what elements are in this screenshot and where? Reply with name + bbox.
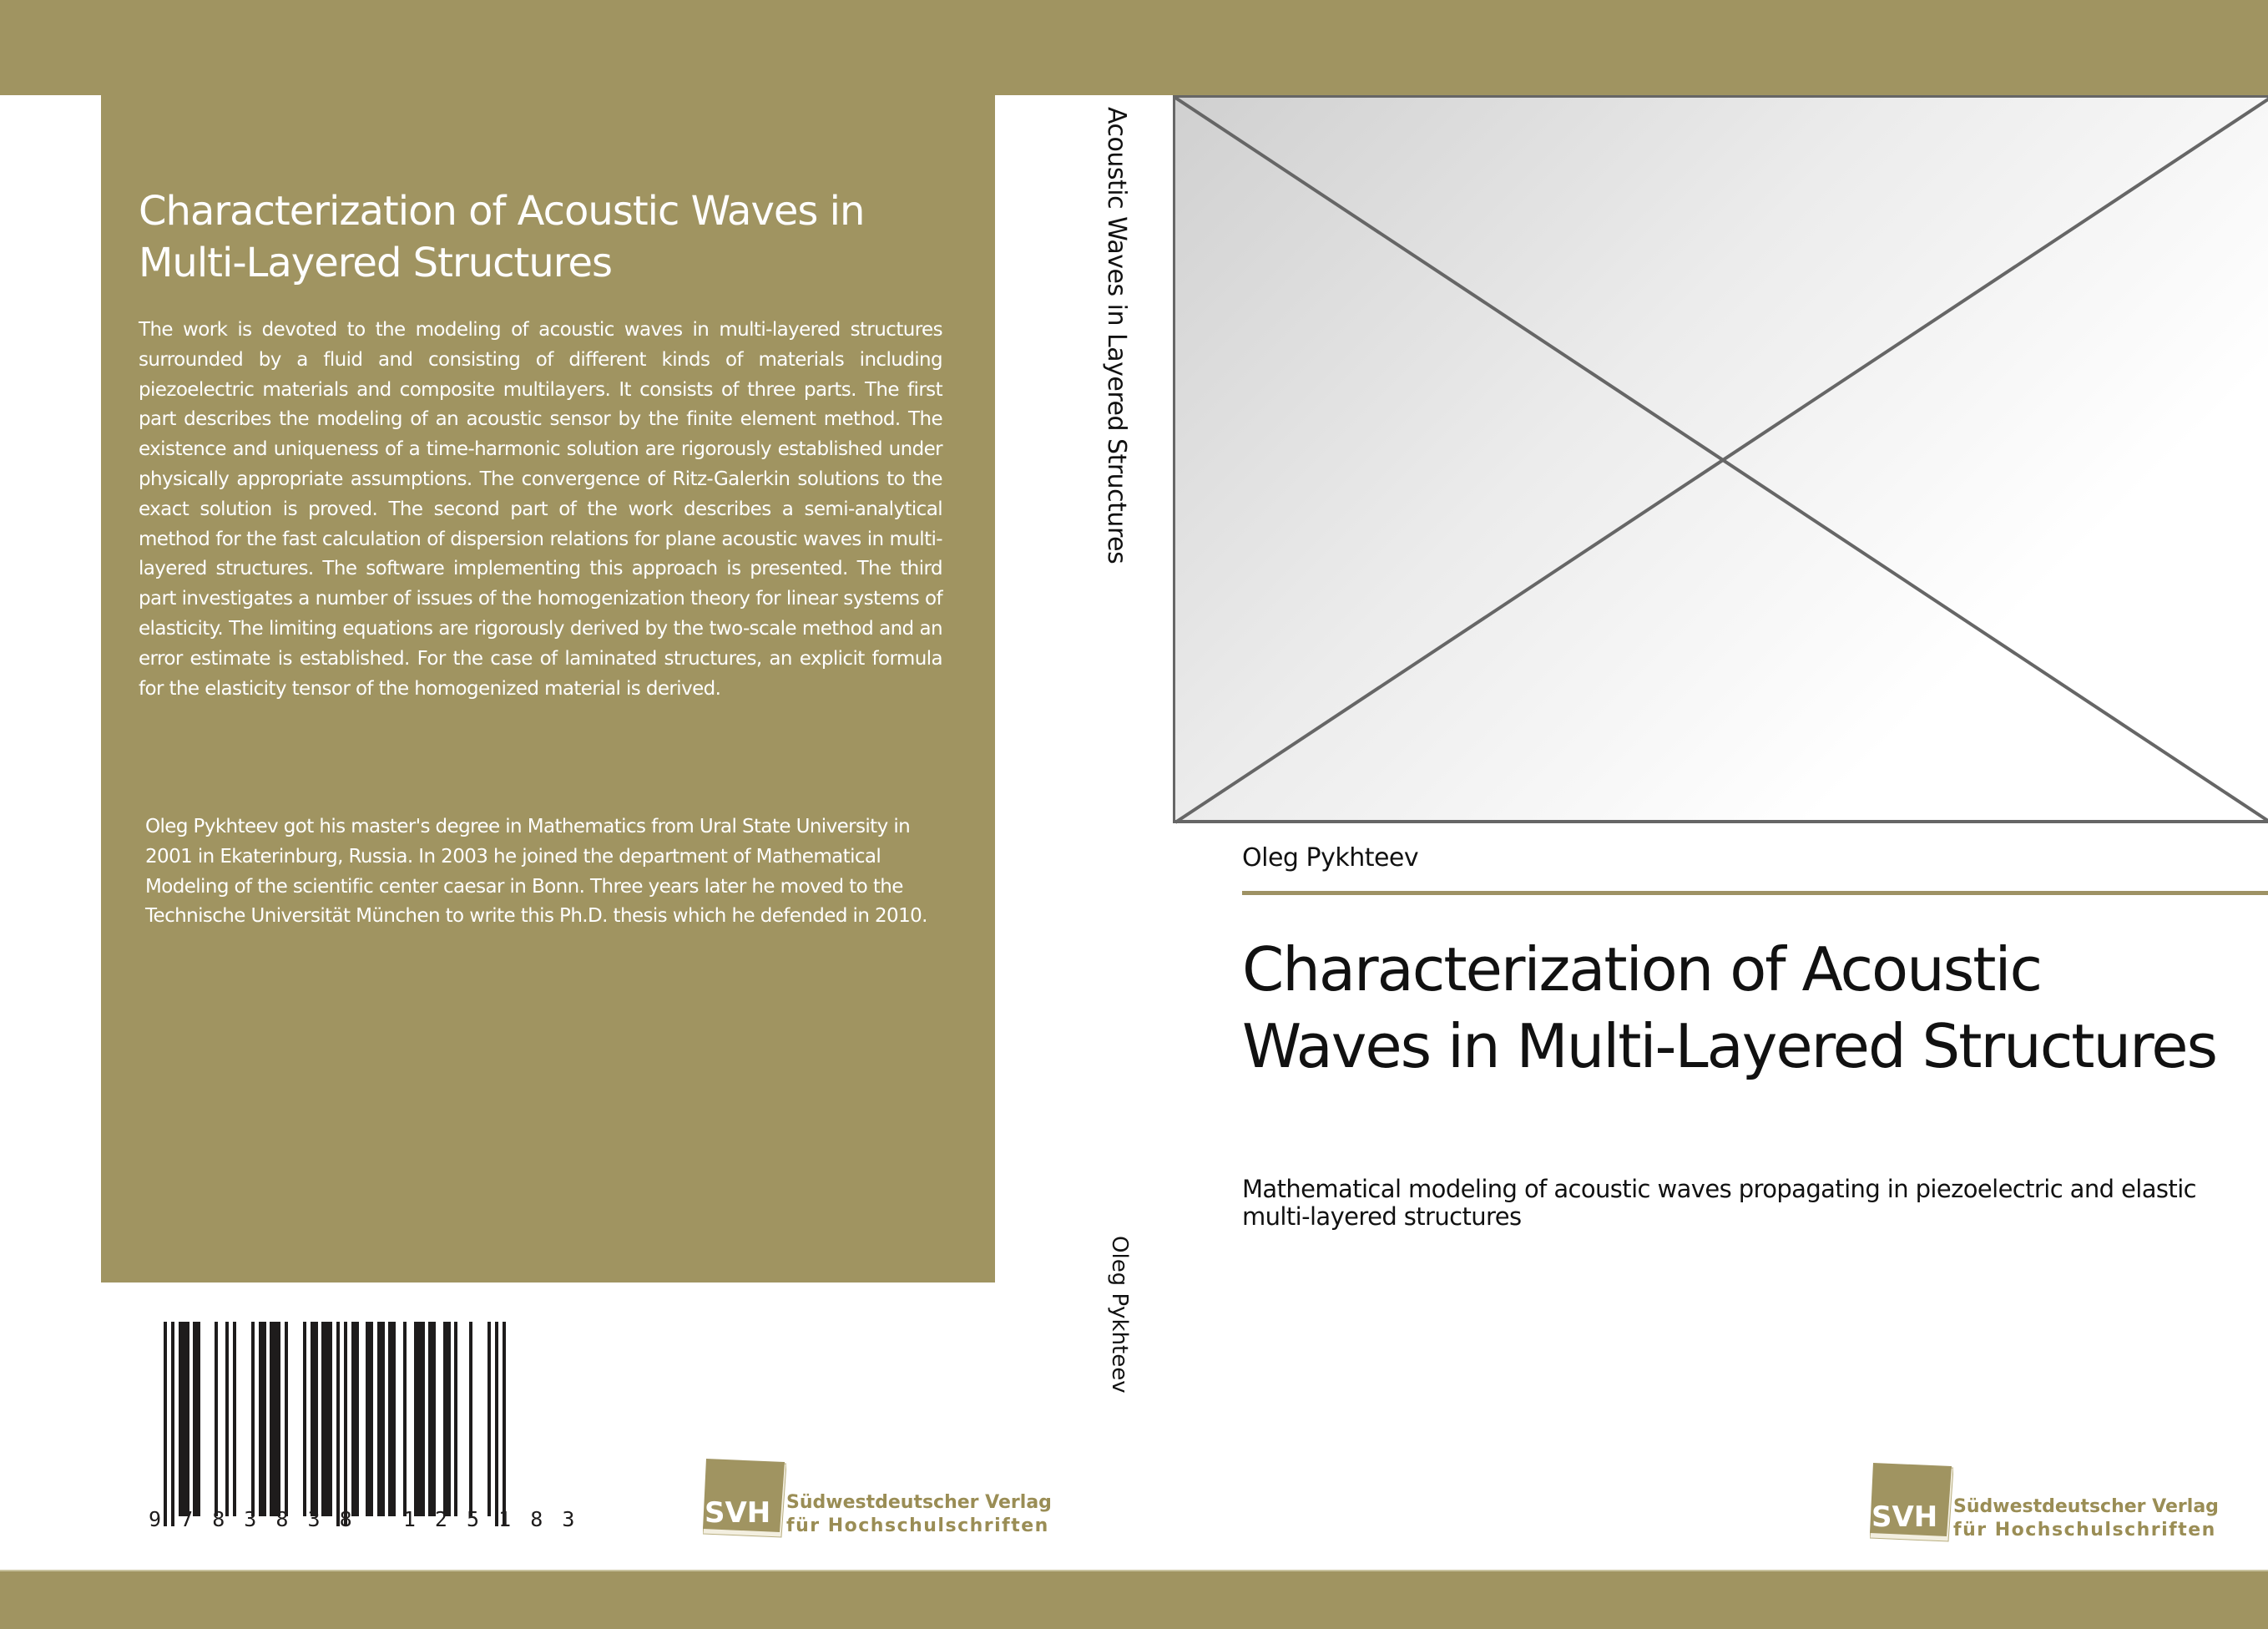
svh-logo-icon (703, 1442, 786, 1538)
svg-text:SVH: SVH (705, 1496, 771, 1530)
cover-image-placeholder (1173, 95, 2268, 823)
publisher-logo-back (703, 1442, 1052, 1542)
top-band (0, 0, 2268, 95)
svg-text:SVH: SVH (1871, 1500, 1938, 1534)
front-cover-author: Oleg Pykhteev (1242, 843, 1419, 873)
back-cover-abstract: The work is devoted to the modeling of acoustic waves in multi-layered structures surrounded by a fluid and consisting of different kinds of materials including piezoelectric materials and composite multilayers. It consists of three parts. The first part describes the modeling of an acoustic sensor by the finite element method. The existence and uniqueness of a time-harmonic solution are rigorously established under physically appropriate assumptions. The convergence of Ritz-Galerkin solutions to the exact solution is proved. The second part of the work describes a semi-analytical method for the fast calculation of dispersion relations for plane acoustic waves in multi-layered structures. The software implementing this approach is presented. The third part investigates a number of issues of the homogenization theory for linear systems of elasticity. The limiting equations are rigorously derived by the two-scale method and an error estimate is established. For the case of laminated structures, an explicit formula for the elasticity tensor of the homogenized material is derived. (139, 319, 942, 700)
publisher-name-line2: für Hochschulschriften (1953, 1520, 2216, 1540)
front-cover-subtitle: Mathematical modeling of acoustic waves propagating in piezoelectric and elastic multi-layered structures (1242, 1175, 2196, 1231)
back-cover-title: Characterization of Acoustic Waves in Multi-Layered Structures (139, 188, 865, 286)
image-placeholder-x-icon (1175, 98, 2268, 826)
publisher-name-line1: Südwestdeutscher Verlag (1953, 1496, 2219, 1517)
isbn-barcode (149, 1322, 578, 1531)
front-cover-title: Characterization of Acoustic Waves in Multi-Layered Structures (1242, 934, 2216, 1081)
author-biography: Oleg Pykhteev got his master's degree in Mathematics from Ural State University in 2001 in Ekaterinburg, Russia. In 2003 he joined the department of Mathematical Modeling of the scientific center caesar in Bonn. Three years later he moved to the Technische Universität München to write this Ph.D. thesis which he defended in 2010. (145, 816, 927, 928)
bottom-band (0, 1570, 2268, 1629)
publisher-logo-front (1870, 1446, 2219, 1546)
spine-author: Oleg Pykhteev (1107, 1236, 1132, 1394)
barcode-digits: 9 7 8 3 8 3 8 1 2 5 1 8 3 (149, 1507, 578, 1531)
publisher-name-line2: für Hochschulschriften (786, 1515, 1049, 1536)
barcode-icon (164, 1322, 523, 1527)
front-cover-divider (1242, 891, 2268, 895)
spine-title: Acoustic Waves in Layered Structures (1102, 107, 1131, 564)
svh-logo-icon (1870, 1446, 1953, 1542)
publisher-name-line1: Südwestdeutscher Verlag (786, 1492, 1052, 1513)
